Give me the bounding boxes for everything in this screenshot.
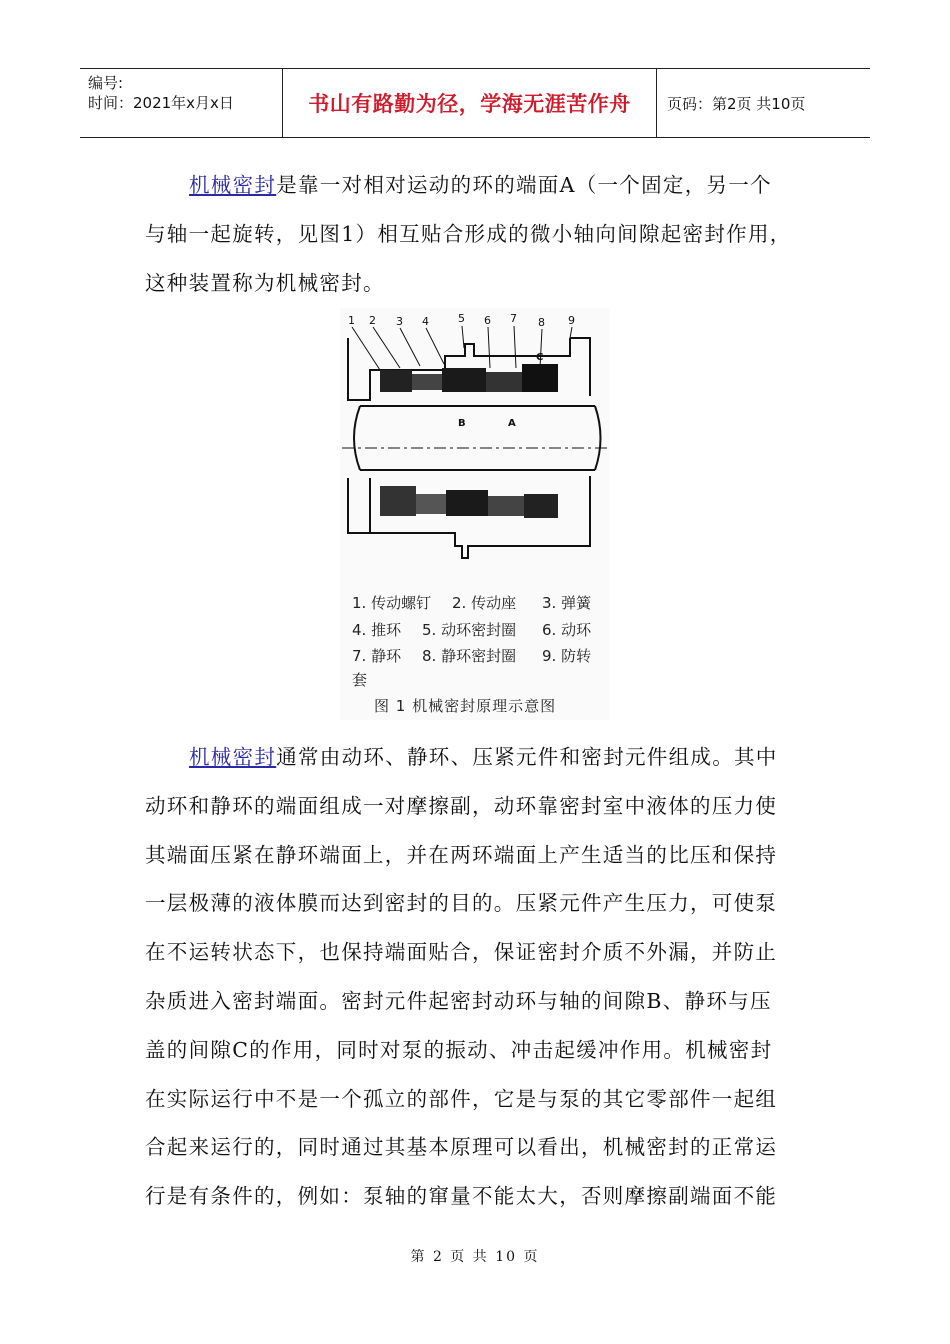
part-number-4: 4 <box>422 315 429 328</box>
part-number-7: 7 <box>510 312 517 325</box>
legend-row-1 <box>352 592 591 613</box>
mechanical-seal-link[interactable]: 机械密封 <box>189 173 277 197</box>
legend-item: 5. 动环密封圈 <box>422 621 517 639</box>
paragraph-line: 这种装置称为机械密封。 <box>145 270 385 295</box>
time-label: 时间：2021年x月x日 <box>88 94 234 112</box>
header-page-cell <box>657 69 870 137</box>
number-label: 编号: <box>88 74 124 92</box>
label-b: B <box>458 418 466 429</box>
paragraph-composition <box>145 733 805 1221</box>
part-number-2: 2 <box>369 314 376 327</box>
legend-row-4 <box>352 669 367 690</box>
legend-row-2 <box>352 619 591 640</box>
legend-row-3 <box>352 645 591 666</box>
paragraph-line: 行是有条件的，例如：泵轴的窜量不能太大，否则摩擦副端面不能 <box>145 1184 778 1209</box>
paragraph-line: 在实际运行中不是一个孤立的部件，它是与泵的其它零部件一起组 <box>145 1086 778 1111</box>
paragraph-line: 其端面压紧在静环端面上，并在两环端面上产生适当的比压和保持 <box>145 842 778 867</box>
paragraph-line: 与轴一起旋转，见图1）相互贴合形成的微小轴向间隙起密封作用， <box>145 221 792 246</box>
paragraph-line: 一层极薄的液体膜而达到密封的目的。压紧元件产生压力，可使泵 <box>145 891 778 916</box>
paragraph-line <box>145 161 805 210</box>
legend-item: 8. 静环密封圈 <box>422 647 517 665</box>
header-motto-cell <box>283 69 657 137</box>
paragraph-intro <box>145 161 805 307</box>
seal-diagram <box>340 308 610 598</box>
paragraph-line: 合起来运行的，同时通过其基本原理可以看出，机械密封的正常运 <box>145 1135 778 1160</box>
legend-item: 2. 传动座 <box>452 594 517 612</box>
label-c: C <box>536 352 544 363</box>
legend-item: 3. 弹簧 <box>542 594 592 612</box>
part-number-9: 9 <box>568 314 575 327</box>
header-info-cell <box>80 69 283 137</box>
figure-caption: 图 1 机械密封原理示意图 <box>374 697 557 715</box>
mechanical-seal-link[interactable]: 机械密封 <box>189 745 277 769</box>
part-number-6: 6 <box>484 314 491 327</box>
label-a: A <box>508 418 516 429</box>
paragraph-line <box>145 733 805 782</box>
paragraph-text: 通常由动环、静环、压紧元件和密封元件组成。其中 <box>276 745 778 769</box>
legend-item: 7. 静环 <box>352 647 402 665</box>
part-number-8: 8 <box>538 316 545 329</box>
legend-item: 套 <box>352 671 368 689</box>
page-header <box>80 68 870 138</box>
legend-item: 1. 传动螺钉 <box>352 594 432 612</box>
legend-item: 6. 动环 <box>542 621 592 639</box>
paragraph-line: 盖的间隙C的作用，同时对泵的振动、冲击起缓冲作用。机械密封 <box>145 1037 773 1062</box>
page-footer: 第 2 页 共 10 页 <box>410 1249 540 1265</box>
paragraph-line: 动环和静环的端面组成一对摩擦副，动环靠密封室中液体的压力使 <box>145 793 778 818</box>
legend-item: 9. 防转 <box>542 647 592 665</box>
paragraph-text: 是靠一对相对运动的环的端面A（一个固定，另一个 <box>276 173 772 197</box>
part-number-1: 1 <box>348 314 355 327</box>
legend-item: 4. 推环 <box>352 621 402 639</box>
motto-text: 书山有路勤为径，学海无涯苦作舟 <box>308 92 631 116</box>
paragraph-line: 在不运转状态下，也保持端面贴合，保证密封介质不外漏，并防止 <box>145 940 778 965</box>
page-number-label: 页码：第2页 共10页 <box>667 94 806 113</box>
part-number-5: 5 <box>458 312 465 325</box>
part-number-3: 3 <box>396 315 403 328</box>
paragraph-line: 杂质进入密封端面。密封元件起密封动环与轴的间隙B、静环与压 <box>145 988 772 1013</box>
